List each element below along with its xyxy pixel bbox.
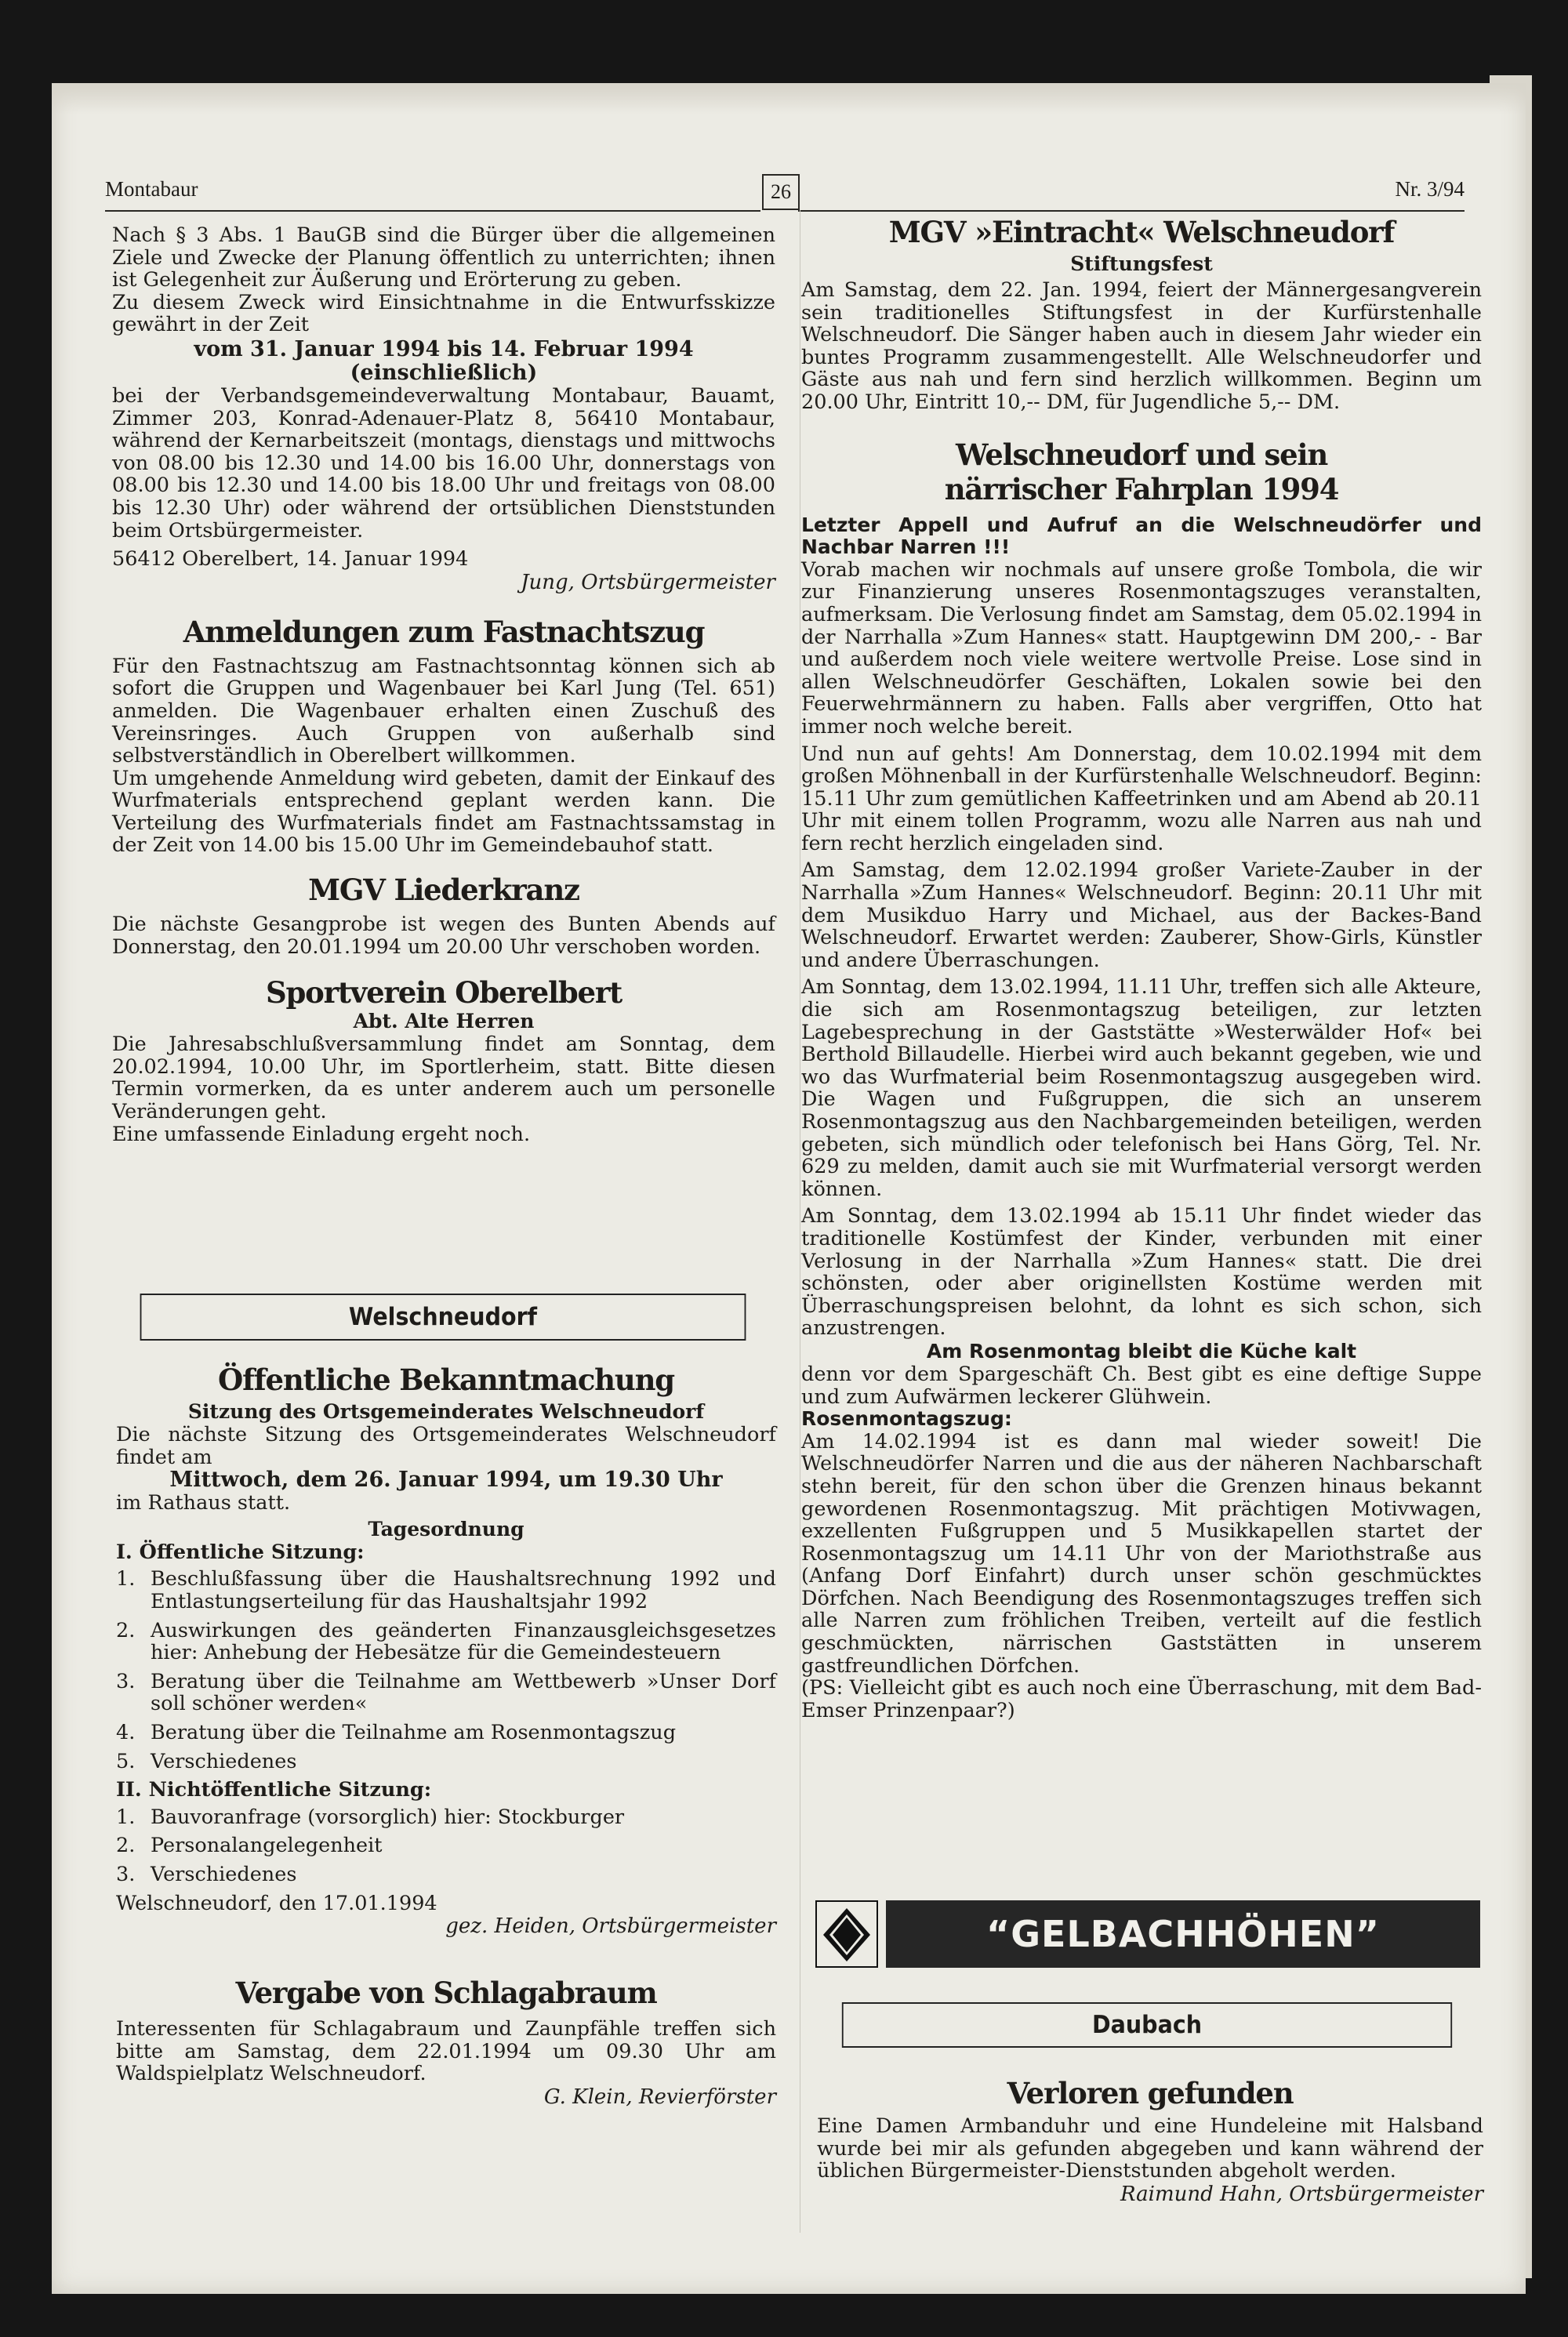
schlagabraum-heading: Vergabe von Schlagabraum [235, 1976, 657, 2011]
agenda-item-number: 4. [116, 1720, 136, 1744]
sportverein-subheading: Abt. Alte Herren [353, 1010, 535, 1033]
header-rule-left [105, 210, 760, 212]
agenda-item-number: 1. [116, 1567, 136, 1591]
inspection-period-note: (einschließlich) [350, 360, 538, 385]
agenda-item-text: Beratung über die Teilnahme am Rosenmontagszug [151, 1720, 677, 1744]
agenda-item-number: 2. [116, 1618, 136, 1642]
gelbachhoehen-banner [815, 1900, 1480, 1968]
liederkranz-heading: MGV Liederkranz [308, 873, 579, 908]
intro-paragraph: Nach § 3 Abs. 1 BauGB sind die Bürger über die allgemeinen Ziele und Zwecke der Planung öffentlich zu unterrichten; ihnen ist Gelegenheit zur Äußerung und Erörterung zu geben. [112, 223, 775, 292]
page-fold [52, 83, 1526, 114]
place-date: Welschneudorf, den 17.01.1994 [116, 1891, 437, 1915]
schlagabraum-paragraph: Interessenten für Schlagabraum und Zaunpfähle treffen sich bitte am Samstag, dem 22.01.1994 um 09.30 Uhr am Waldspielplatz Welschneudorf. [116, 2017, 776, 2086]
left-column-lower [116, 1363, 776, 2109]
arrow-logo-icon [815, 1900, 878, 1968]
agenda-item [116, 1834, 776, 1857]
kitchen-heading: Am Rosenmontag bleibt die Küche kalt [926, 1339, 1357, 1363]
agenda-item [116, 1863, 776, 1886]
signature-jung: Jung, Ortsbürgermeister [521, 570, 775, 594]
mgv-subheading: Stiftungsfest [1070, 252, 1213, 275]
agenda-item-text: Verschiedenes [151, 1862, 297, 1886]
agenda-item [116, 1806, 776, 1829]
place-date: 56412 Oberelbert, 14. Januar 1994 [112, 547, 469, 572]
signature-heiden: gez. Heiden, Ortsbürgermeister [445, 1914, 776, 1939]
fahrplan-ps: (PS: Vielleicht gibt es auch noch eine Überraschung, mit dem Bad-Emser Prinzenpaar?) [801, 1676, 1482, 1722]
sportverein-paragraph: Eine umfassende Einladung ergeht noch. [112, 1122, 531, 1146]
agenda-item-number: 3. [116, 1862, 136, 1886]
fahrplan-heading-line1: Welschneudorf und sein [955, 437, 1328, 472]
fahrplan-paragraph: Am Sonntag, dem 13.02.1994 ab 15.11 Uhr findet wieder das traditionelle Kostümfest der Kinder, verbunden mit einer Verlosung in der Narrhalla »Zum Hannes« statt. Die drei schönsten, oder aber originellsten Kostüme werden mit Überraschungspreisen belohnt, da lohnt es sich schon, sich anzustrengen. [801, 1204, 1482, 1341]
private-session-heading: II. Nichtöffentliche Sitzung: [116, 1778, 432, 1802]
agenda-item-text: Beratung über die Teilnahme am Wettbewerb »Unser Dorf soll schöner werden« [151, 1669, 776, 1716]
signature-klein: G. Klein, Revierförster [543, 2085, 776, 2109]
fahrplan-paragraph: Am Sonntag, dem 13.02.1994, 11.11 Uhr, treffen sich alle Akteure, die sich am Rosenmontagszug beteiligen, zur letzten Lagebesprechung in der Gaststätte »Westerwälder Hof« bei Berthold Billaudelle. Hierbei wird auch bekannt gegeben, wie und wo das Wurfmaterial beim Rosenmontagszug ausgegeben wird. Die Wagen und Fußgruppen, die sich an unserem Rosenmontagszug aus den Nachbargemeinden beteiligen, werden gebeten, sich mündlich oder telefonisch bei Hans Görg, Tel. Nr. 629 zu melden, damit auch sie mit Wurfmaterial versorgt werden können. [801, 975, 1482, 1201]
right-column-lower [817, 2076, 1483, 2206]
agenda-item-text: Auswirkungen des geänderten Finanzausgleichsgesetzes hier: Anhebung der Hebesätze für die Gemeindesteuern [151, 1618, 776, 1665]
agenda-item [116, 1568, 776, 1613]
public-agenda-list [116, 1568, 776, 1773]
sportverein-paragraph: Die Jahresabschlußversammlung findet am Sonntag, dem 20.02.1994, 10.00 Uhr, im Sportlerheim, statt. Bitte diesen Termin vormerken, da es unter anderem auch um personelle Veränderungen geht. [112, 1032, 775, 1124]
public-session-heading: I. Öffentliche Sitzung: [116, 1540, 365, 1564]
fastnacht-heading: Anmeldungen zum Fastnachtszug [183, 614, 705, 649]
verloren-paragraph: Eine Damen Armbanduhr und eine Hundeleine mit Halsband wurde bei mir als gefunden abgegeben und kann während der üblichen Bürgermeister-Dienststunden abgeholt werden. [817, 2114, 1483, 2183]
bekanntmachung-subheading: Sitzung des Ortsgemeinderates Welschneudorf [187, 1400, 705, 1423]
agenda-item-number: 5. [116, 1749, 136, 1773]
header-rule-right [798, 210, 1465, 212]
banner-row [815, 1900, 1480, 1968]
mgv-paragraph: Am Samstag, dem 22. Jan. 1994, feiert der Männergesangverein sein traditionelles Stiftungsfest in der Kurfürstenhalle Welschneudorf. Die Sänger haben auch in diesem Jahr wieder ein buntes Programm zusammengestellt. Alle Welschneudorfer und Gäste aus nah und fern sind herzlich willkommen. Beginn um 20.00 Uhr, Eintritt 10,-- DM, für Jugendliche 5,-- DM. [801, 278, 1482, 414]
section-box-welschneudorf-wrap [114, 1294, 772, 1341]
section-box-daubach-wrap [815, 2002, 1479, 2048]
page-number: 26 [762, 174, 800, 210]
agenda-heading: Tagesordnung [368, 1517, 524, 1540]
banner-text: “GELBACHHÖHEN” [886, 1900, 1480, 1968]
verloren-heading: Verloren gefunden [1007, 2076, 1294, 2110]
fahrplan-lead: Letzter Appell und Aufruf an die Welschneudörfer und Nachbar Narren !!! [801, 513, 1482, 559]
section-box-welschneudorf: Welschneudorf [140, 1294, 746, 1341]
bekanntmachung-paragraph: Die nächste Sitzung des Ortsgemeinderates Welschneudorf findet am [116, 1423, 776, 1469]
agenda-item [116, 1620, 776, 1664]
fahrplan-paragraph: Am Samstag, dem 12.02.1994 großer Variete-Zauber in der Narrhalla »Zum Hannes« Welschneudorf. Beginn: 20.11 Uhr mit dem Musikduo Harry und Michael, aus der Backes-Band Welschneudorf. Erwartet werden: Zauberer, Show-Girls, Künstler und andere Überraschungen. [801, 858, 1482, 972]
header-town: Montabaur [105, 177, 198, 201]
liederkranz-paragraph: Die nächste Gesangprobe ist wegen des Bunten Abends auf Donnerstag, den 20.01.1994 um 20.00 Uhr verschoben worden. [112, 913, 775, 959]
agenda-item [116, 1671, 776, 1715]
agenda-item-text: Bauvoranfrage (vorsorglich) hier: Stockburger [151, 1805, 625, 1829]
intro-paragraph: Zu diesem Zweck wird Einsichtnahme in die Entwurfsskizze gewährt in der Zeit [112, 290, 775, 337]
agenda-item-number: 2. [116, 1834, 136, 1858]
agenda-item-number: 3. [116, 1669, 136, 1693]
agenda-item-text: Beschlußfassung über die Haushaltsrechnung 1992 und Entlastungserteilung für das Haushaltsjahr 1992 [151, 1567, 776, 1613]
agenda-item-text: Personalangelegenheit [151, 1834, 383, 1858]
signature-hahn: Raimund Hahn, Ortsbürgermeister [1120, 2182, 1483, 2206]
bekanntmachung-heading: Öffentliche Bekanntmachung [218, 1363, 674, 1397]
meeting-date: Mittwoch, dem 26. Januar 1994, um 19.30 Uhr [169, 1468, 723, 1493]
rosenmontagszug-heading: Rosenmontagszug: [801, 1407, 1012, 1431]
agenda-item [116, 1722, 776, 1744]
mgv-heading: MGV »Eintracht« Welschneudorf [888, 215, 1395, 249]
fastnacht-paragraph: Um umgehende Anmeldung wird gebeten, damit der Einkauf des Wurfmaterials entsprechend geplant werden kann. Die Verteilung des Wurfmaterials findet am Fastnachtssamstag in der Zeit von 14.00 bis 15.00 Uhr im Gemeindebauhof statt. [112, 766, 775, 858]
fahrplan-paragraph: denn vor dem Spargeschäft Ch. Best gibt es eine deftige Suppe und zum Aufwärmen leckerer Glühwein. [801, 1362, 1482, 1409]
agenda-item-number: 1. [116, 1805, 136, 1829]
agenda-item-text: Verschiedenes [151, 1749, 297, 1773]
header-issue: Nr. 3/94 [1395, 177, 1465, 201]
sportverein-heading: Sportverein Oberelbert [265, 975, 622, 1011]
section-box-daubach: Daubach [842, 2002, 1452, 2048]
fahrplan-heading-line2: närrischer Fahrplan 1994 [944, 471, 1339, 506]
fahrplan-paragraph: Und nun auf gehts! Am Donnerstag, dem 10.02.1994 mit dem großen Möhnenball in der Kurfürstenhalle Welschneudorf. Beginn: 15.11 Uhr zum gemütlichen Kaffeetrinken und am Abend ab 20.11 Uhr mit einem tollen Programm, wozu alle Narren aus nah und fern recht herzlich eingeladen sind. [801, 742, 1482, 855]
right-column [801, 215, 1482, 1722]
agenda-item [116, 1751, 776, 1773]
fahrplan-paragraph: Am 14.02.1994 ist es dann mal wieder soweit! Die Welschneudörfer Narren und die aus der näheren Nachbarschaft stehn bereit, für den schon über die Grenzen hinaus bekannt gewordenen Rosenmontagszug. Mit prächtigen Motivwagen, exzellenten Fußgruppen und 5 Musikkapellen startet der Rosenmontagszug um 14.11 Uhr von der Mariothstraße aus (Anfang Dorf Einfahrt) durch unser schön geschmücktes Dörfchen. Nach Beendigung des Rosenmontagszuges treffen sich alle Narren zum fröhlichen Treiben, verteilt auf die festlich geschmückten, närrischen Gaststätten in unserem gastfreundlichen Dörfchen. [801, 1429, 1482, 1678]
fastnacht-paragraph: Für den Fastnachtszug am Fastnachtsonntag können sich ab sofort die Gruppen und Wagenbauer bei Karl Jung (Tel. 651) anmelden. Die Wagenbauer erhalten einen Zuschuß des Vereinsringes. Auch Gruppen von außerhalb sind selbstverständlich in Oberelbert willkommen. [112, 654, 775, 768]
left-column-upper [112, 224, 775, 1145]
inspection-period: vom 31. Januar 1994 bis 14. Februar 1994 [194, 336, 694, 361]
private-agenda-list [116, 1806, 776, 1886]
inspection-location: bei der Verbandsgemeindeverwaltung Montabaur, Bauamt, Zimmer 203, Konrad-Adenauer-Platz 8, 56410 Montabaur, während der Kernarbeitszeit (montags, dienstags und mittwochs von 08.00 bis 12.30 und 14.00 bis 16.00 Uhr, donnerstags von 08.00 bis 12.30 und 14.00 bis 18.00 Uhr und freitags von 08.00 bis 12.30 Uhr) oder während der ortsüblichen Dienststunden beim Ortsbürgermeister. [112, 383, 775, 543]
fahrplan-paragraph: Vorab machen wir nochmals auf unsere große Tombola, die wir zur Finanzierung unseres Rosenmontagszuges veranstalten, aufmerksam. Die Verlosung findet am Samstag, dem 05.02.1994 in der Narrhalla »Zum Hannes« statt. Hauptgewinn DM 200,- - Bar und außerdem noch viele weitere wertvolle Preise. Lose sind in allen Welschneudörfer Geschäften, Lokalen sowie bei den Feuerwehrmännern zu haben. Falls aber vergriffen, Otto hat immer noch welche bereit. [801, 557, 1482, 738]
bekanntmachung-paragraph: im Rathaus statt. [116, 1491, 291, 1515]
